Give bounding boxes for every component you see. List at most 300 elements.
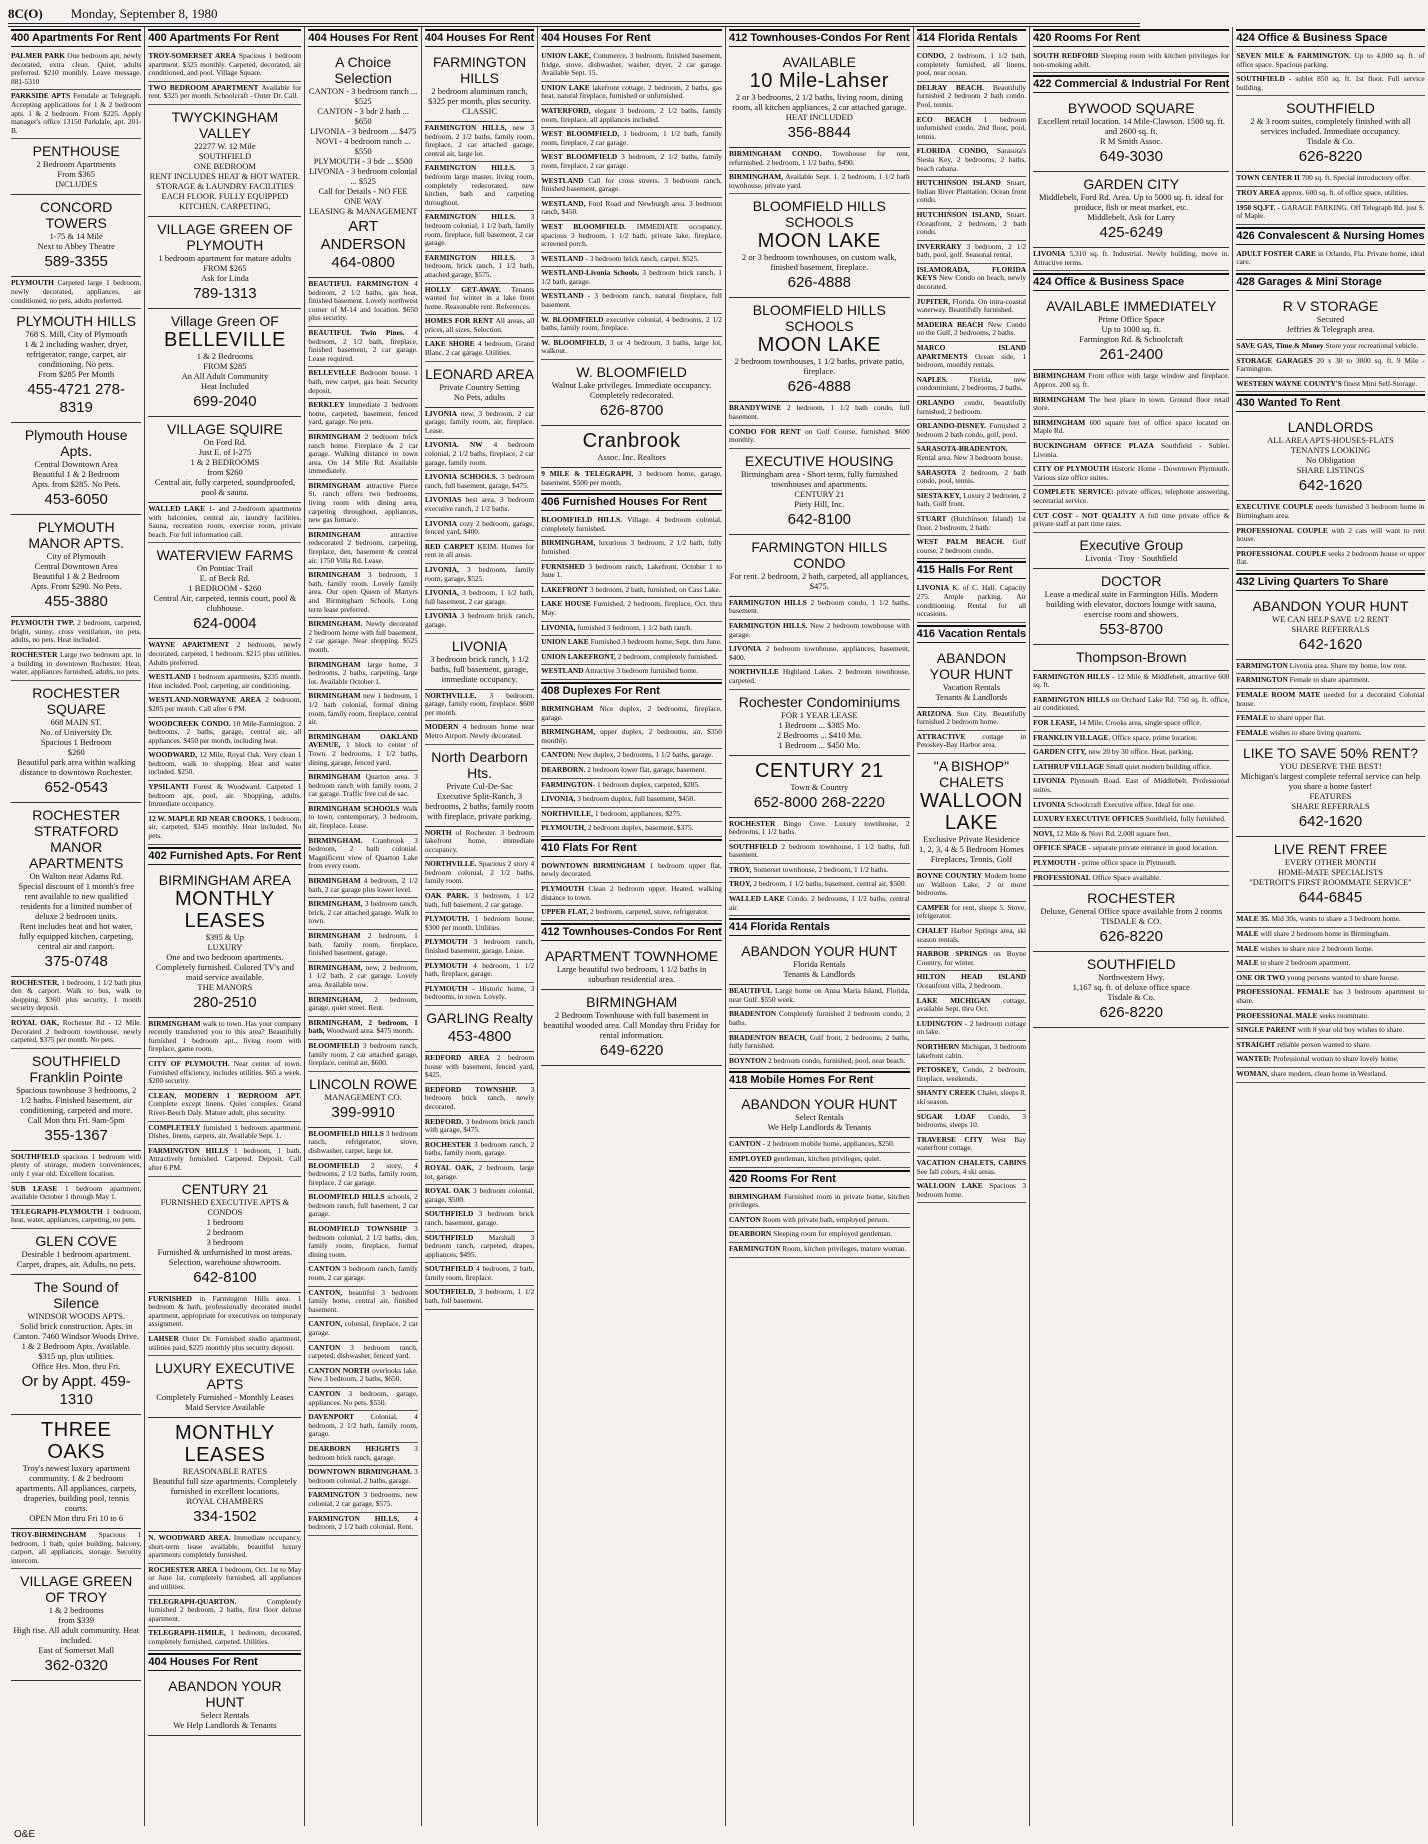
classified-ad bbox=[729, 620, 910, 643]
display-ad-line: 2 Bedroom Apartments bbox=[36, 159, 116, 170]
ad-body: new, 3 bedroom, 2 car garage, family room, air, fireplace. Lease. bbox=[424, 408, 535, 435]
display-ad bbox=[917, 646, 1026, 708]
ad-lead: DELRAY BEACH. bbox=[916, 82, 984, 92]
column-2 bbox=[145, 27, 305, 1826]
ad-body: spacious 1 bedroom with plenty of storage, modern conveniences, only 1 year old. Excellent location. bbox=[11, 1151, 142, 1179]
ad-body: 20 x 30 to 3000 sq. ft. 9 Mile - Farmington. bbox=[1236, 355, 1425, 374]
classified-ad bbox=[917, 708, 1026, 731]
classified-ad bbox=[308, 803, 417, 835]
ad-lead: PROFESSIONAL bbox=[1033, 872, 1091, 882]
section-heading: 404 Houses For Rent bbox=[308, 29, 417, 47]
display-ad-line: SHARE REFERRALS bbox=[1291, 623, 1370, 634]
display-ad-title: LIVONIA bbox=[451, 637, 508, 654]
display-ad-title: VILLAGE GREEN OF TROY bbox=[20, 1573, 133, 1606]
classified-ad bbox=[308, 1263, 417, 1286]
display-ad bbox=[729, 50, 910, 148]
display-ad-phone: 399-9910 bbox=[331, 1103, 395, 1121]
ad-lead: BIRMINGHAM, bbox=[308, 994, 363, 1004]
display-ad-line: Apts. from $285. No Pets. bbox=[31, 479, 121, 490]
display-ad-phone: 261-2400 bbox=[1099, 346, 1163, 364]
classified-ad bbox=[917, 582, 1026, 622]
classified-ad bbox=[308, 1191, 417, 1223]
display-ad bbox=[11, 681, 141, 803]
classified-ad bbox=[148, 639, 301, 671]
ad-lead: FARMINGTON HILLS. bbox=[424, 252, 516, 262]
display-ad-phone: 626-8700 bbox=[599, 402, 664, 420]
ad-lead: SINGLE PARENT bbox=[1236, 1025, 1296, 1035]
display-ad bbox=[1236, 594, 1424, 660]
ad-body: furnished 1 bedroom apartment. Dishes, linens, carpets, air. Available Sept. 1. bbox=[148, 1122, 302, 1141]
ad-body: 2 bedroom duplex, basement, $375. bbox=[587, 823, 694, 833]
ad-body: Forest & Woodward. Carpeted 1 bedroom apt, pool, air. Shopping, adults. Immediate occupancy. bbox=[148, 782, 302, 809]
classified-ad bbox=[1236, 689, 1424, 712]
ad-lead: FLORIDA CONDO, bbox=[916, 146, 989, 156]
display-ad-title: BIRMINGHAM AREA bbox=[158, 871, 292, 888]
classified-ad bbox=[729, 643, 910, 666]
ad-lead: LUXURY EXECUTIVE OFFICES bbox=[1033, 814, 1144, 824]
display-ad-title: GARDEN CITY bbox=[1083, 176, 1180, 193]
classified-ad bbox=[729, 1228, 910, 1243]
display-ad-line: from $260 bbox=[207, 466, 243, 477]
ad-body: Furnished 3 bedroom home, Sept. thru June. bbox=[590, 637, 722, 647]
ad-lead: WESTLAND, bbox=[541, 198, 586, 208]
ad-lead: ATTRACTIVE bbox=[916, 731, 966, 741]
ad-lead: FARMINGTON HILLS bbox=[148, 1145, 229, 1155]
display-ad-line: Completely redecorated. bbox=[589, 390, 674, 401]
ad-lead: PLYMOUTH - bbox=[424, 983, 475, 993]
display-ad-line: 2 bedroom aluminum ranch, $325 per month, plus security. bbox=[428, 86, 531, 106]
ad-lead: TROY-BIRMINGHAM bbox=[11, 1530, 87, 1539]
ad-body: Rochester Rd - 12 Mile. Decorated 2 bedroom townhouse, newly carpeted, $375 per month. No pets. bbox=[11, 1018, 142, 1045]
display-ad bbox=[729, 1092, 910, 1138]
ad-lead: UNION LAKEFRONT, bbox=[541, 651, 616, 661]
display-ad-title: VILLAGE GREEN OF PLYMOUTH bbox=[157, 220, 293, 253]
masthead bbox=[8, 6, 1140, 24]
ad-body: Complete except linens. Quiet complex. Grand River-Beech Daly. Mature adult, plus security. bbox=[148, 1099, 302, 1117]
classified-ad bbox=[541, 50, 722, 82]
ad-body: seeks roommate. bbox=[1319, 1010, 1369, 1020]
classified-ad bbox=[1033, 799, 1229, 814]
display-ad-line: WINDSOR WOODS APTS. bbox=[27, 1311, 125, 1321]
display-ad bbox=[1033, 533, 1229, 569]
ad-body: 4 bedroom home near Metro Airport. Newly decorated. bbox=[424, 722, 535, 740]
classified-ad bbox=[729, 1138, 910, 1153]
ad-lead: BRADENTON BEACH, bbox=[728, 1032, 808, 1042]
section-heading: 406 Furnished Houses For Rent bbox=[541, 493, 722, 511]
display-ad-line: Tisdale & Co. bbox=[1306, 136, 1355, 147]
display-ad-phone: 649-3030 bbox=[1099, 148, 1163, 166]
classified-ad bbox=[11, 1017, 141, 1049]
display-ad bbox=[541, 426, 722, 468]
display-ad-line: 1,167 sq. ft. of deluxe office space bbox=[1072, 982, 1190, 993]
classified-ad bbox=[1033, 671, 1229, 694]
ad-body: (Hutchinson Island) 1st floor. 2 bedroom, 2 bath. bbox=[916, 513, 1027, 532]
display-ad-line: 1 BEDROOM - $260 bbox=[188, 583, 262, 594]
ad-body: 3 bedroom ranch, finished basement, garage. Lease. bbox=[424, 937, 535, 956]
ad-lead: BLOOMFIELD bbox=[308, 1160, 360, 1170]
classified-ad bbox=[425, 1084, 534, 1116]
ad-body: Chalet, sleeps 8, ski season. bbox=[916, 1088, 1027, 1106]
classified-ad bbox=[541, 793, 722, 808]
ad-lead: NORTHERN bbox=[916, 1041, 960, 1051]
display-ad-line: Beautiful full size apartments. Completely furnished in excellent locations. bbox=[152, 1476, 298, 1497]
classified-ad bbox=[11, 1206, 141, 1229]
ad-lead: NORTHVILLE, bbox=[541, 808, 593, 818]
ad-lead: BIRMINGHAM bbox=[308, 431, 361, 441]
classified-ad bbox=[917, 536, 1026, 559]
ad-body: 3 bedroom home, garage, basement. $500 per month. bbox=[541, 469, 722, 487]
classified-ad bbox=[148, 1058, 301, 1090]
display-ad-line: On Pontiac Trail bbox=[196, 563, 254, 574]
ad-body: best area, 3 bedroom executive ranch, 2 1/2 baths. bbox=[424, 495, 535, 513]
ad-lead: CLEAN, MODERN 1 BEDROOM APT. bbox=[148, 1090, 302, 1100]
ad-body: on Golf Course, furnished. $600 monthly. bbox=[728, 426, 910, 445]
display-ad-line: Executive Split-Ranch, 3 bedrooms, 2 baths, family room with fireplace, private parking. bbox=[425, 790, 534, 821]
classified-ad bbox=[541, 221, 722, 253]
classified-ad bbox=[1033, 440, 1229, 463]
display-ad-line: 1 & 2 Bedrooms bbox=[196, 350, 254, 361]
display-ad-line: Central Air, carpeted, tennis court, pool & clubhouse. bbox=[153, 593, 297, 614]
display-ad-title: R V STORAGE bbox=[1282, 297, 1379, 314]
ad-lead: LAKE MICHIGAN bbox=[916, 995, 991, 1005]
display-ad bbox=[1033, 952, 1229, 1028]
display-ad bbox=[148, 1418, 301, 1532]
display-ad-line: TISDALE & CO. bbox=[1101, 916, 1162, 927]
display-ad-phone: 642-8100 bbox=[787, 510, 852, 528]
display-ad-title: "A BISHOP" CHALETS bbox=[933, 758, 1010, 791]
ad-body: cozy 2 bedroom, garage, fenced yard, $400. bbox=[424, 518, 535, 537]
display-ad-headline: BELLEVILLE bbox=[164, 328, 286, 351]
ad-body: Commerce, 3 bedroom, finished basement, fridge, stove, dishwasher, washer, dryer, 2 car garage. Available Sept. 15. bbox=[541, 51, 722, 78]
ad-body: One bedroom apt, newly decorated, extra clean. Quiet, adults preferred. $210 monthly. Leave message. 881-5310 bbox=[11, 51, 142, 86]
ad-body: Mid 30s, wants to share a 3 bedroom home. bbox=[1271, 914, 1401, 924]
ad-body: Office space, prime location. bbox=[1112, 732, 1198, 742]
display-ad-title: PLYMOUTH HILLS bbox=[16, 313, 136, 330]
classified-ad bbox=[917, 177, 1026, 209]
display-ad-title: PLYMOUTH MANOR APTS. bbox=[28, 519, 125, 552]
ad-body: Clean 2 bedroom upper. Heated, walking distance to town. bbox=[541, 884, 722, 902]
ad-body: 3 bedrooms, new colonial, 2 car garage, $575. bbox=[308, 1490, 418, 1508]
ad-body: Up to 4,000 sq. ft. of office space. Spacious parking. bbox=[1236, 51, 1425, 69]
ad-lead: SOUTH REDFORD bbox=[1033, 51, 1099, 60]
ad-body: West Bay waterfront cottage. bbox=[916, 1134, 1027, 1153]
classified-ad bbox=[917, 1157, 1026, 1180]
ad-body: 3 bedroom, 2 1/2 bath, pool, golf. Seasonal rental. bbox=[916, 241, 1027, 260]
display-ad-line: Fireplaces, Tennis, Golf bbox=[930, 854, 1013, 865]
section-heading: 420 Rooms For Rent bbox=[729, 1170, 910, 1188]
display-ad-line: Prime Office Space bbox=[1098, 314, 1165, 325]
classified-ad bbox=[1236, 913, 1424, 928]
ad-lead: SHANTY CREEK bbox=[916, 1088, 976, 1098]
ad-lead: WOODCREEK CONDO. bbox=[148, 718, 231, 728]
ad-body: with 8 year old boy wishes to share. bbox=[1297, 1025, 1405, 1035]
display-ad-phone: 649-6220 bbox=[599, 1041, 664, 1059]
ad-lead: STORAGE GARAGES bbox=[1236, 355, 1313, 365]
classified-ad bbox=[729, 841, 910, 864]
classified-ad bbox=[917, 971, 1026, 994]
display-ad-line: HEAT INCLUDED bbox=[785, 112, 853, 122]
ad-body: Spacious 1 bedroom apartment. $325 monthly. Carpeted, decorated, air conditioned, and pool. Village Square. bbox=[148, 51, 302, 78]
classified-ad bbox=[425, 252, 534, 284]
column-3 bbox=[305, 27, 421, 1826]
ad-body: 3 bedroom colonial, 1 1/2 bath, family room, fireplace, full basement, 2 car garage. bbox=[424, 212, 535, 248]
classified-ad bbox=[425, 610, 534, 633]
ad-body: Cranbrook 3 bedroom, 2 bath colonial. Magnificent view of Quarton Lake from every room. bbox=[308, 835, 418, 871]
classified-ad bbox=[308, 1411, 417, 1443]
display-ad-line: Livonia · Troy · Southfield bbox=[1085, 552, 1178, 563]
display-ad bbox=[308, 1072, 417, 1128]
classified-ad bbox=[1033, 732, 1229, 747]
ad-lead: BIRMINGHAM bbox=[308, 931, 361, 940]
ad-body: 12 Mile & Novi Rd. 2,000 square feet. bbox=[1056, 828, 1171, 838]
ad-body: 3 bedroom duplex, full basement, $450. bbox=[577, 794, 696, 804]
ad-lead: WEST BLOOMFIELD, bbox=[541, 129, 620, 139]
ad-body: 2 bedroom, 1 1/2 baths, basement, central air, $500. bbox=[753, 879, 907, 889]
ad-body: schools, 2 bedroom ranch, full basement, 2 car garage. bbox=[308, 1192, 418, 1219]
classified-ad bbox=[308, 994, 417, 1017]
classified-ad bbox=[425, 1208, 534, 1231]
display-ad-title: Village Green OF bbox=[170, 312, 279, 329]
display-ad bbox=[148, 868, 301, 1018]
classified-ad bbox=[1236, 1053, 1424, 1068]
section-heading: 424 Office & Business Space bbox=[1033, 273, 1229, 291]
classified-ad bbox=[1033, 842, 1229, 857]
ad-lead: LAHSER bbox=[148, 1333, 179, 1343]
ad-body: Michigan, 3 bedroom lakefront cabin. bbox=[916, 1041, 1027, 1060]
display-ad bbox=[425, 1006, 534, 1052]
classified-ad bbox=[729, 1055, 910, 1070]
ad-body: - separate private entrance in good location. bbox=[1088, 843, 1218, 853]
ad-lead: BIRMINGHAM bbox=[308, 691, 361, 701]
display-ad bbox=[148, 1356, 301, 1418]
ad-body: - prime office space in Plymouth. bbox=[1077, 858, 1177, 867]
classified-ad bbox=[541, 883, 722, 906]
display-ad-line: Town & Country bbox=[790, 781, 849, 792]
ad-body: 3 bedroom colonial, 2 1/2 baths, den, family room, fireplace, formal dining room. bbox=[308, 1224, 418, 1259]
ad-lead: BLOOMFIELD HILLS bbox=[308, 1128, 384, 1138]
display-ad bbox=[1236, 741, 1424, 837]
classified-ad bbox=[1033, 813, 1229, 828]
ad-lead: BIRMINGHAM bbox=[308, 876, 361, 886]
section-heading: 415 Halls For Rent bbox=[917, 561, 1026, 579]
classified-ad bbox=[308, 659, 417, 691]
display-ad-line: Completely Furnished - Monthly Leases bbox=[156, 1392, 294, 1403]
display-ad-line: ONE BEDROOM bbox=[193, 160, 256, 171]
ad-body: Historic Home - Downtown Plymouth. Various size office suites. bbox=[1033, 464, 1230, 482]
ad-lead: FARMINGTON bbox=[1236, 675, 1288, 685]
display-ad-title: Executive Group bbox=[1079, 536, 1183, 553]
ad-lead: BIRMINGHAM, bbox=[541, 727, 596, 737]
classified-ad bbox=[729, 426, 910, 449]
classified-ad bbox=[917, 1087, 1026, 1110]
ad-body: Livonia area. Share my home, low rent. bbox=[1289, 660, 1407, 670]
ad-body: Large home on Anna Maria Island, Florida, near Gulf. $550 week. bbox=[728, 986, 910, 1004]
classified-ad bbox=[425, 936, 534, 959]
classified-ad bbox=[729, 818, 910, 841]
ad-body: Large two bedroom apt. in a building in downtown Rochester. Heat, water, appliances furnished, adults, no pets. bbox=[11, 649, 142, 677]
display-ad-phone: 626-8220 bbox=[1298, 148, 1363, 166]
display-ad-line: 1 & 2 bedrooms bbox=[48, 1605, 104, 1616]
display-ad-title: ROCHESTER STRATFORD MANOR APARTMENTS bbox=[29, 806, 124, 871]
display-ad-title: GARLING Realty bbox=[426, 1010, 533, 1026]
ad-lead: NORTHVILLE. bbox=[424, 859, 477, 869]
classified-ad bbox=[1033, 248, 1229, 271]
ad-lead: LAKE SHORE bbox=[424, 339, 475, 349]
ad-body: Modern home on Walloon Lake, 2 or more bedrooms. bbox=[916, 871, 1027, 898]
display-ad-line: $260 bbox=[67, 746, 85, 757]
ad-lead: CONDO, bbox=[916, 51, 947, 60]
ad-lead: CAMPER bbox=[916, 902, 950, 912]
ad-body: See fall colors, 4 ski areas. bbox=[916, 1166, 996, 1176]
classified-ad bbox=[308, 618, 417, 658]
classified-ad bbox=[917, 209, 1026, 241]
ad-lead: FURNISHED bbox=[541, 561, 585, 571]
ad-body: new, 2 bedroom, 1 1/2 bath, 2 car garage. Lovely area. Available now. bbox=[308, 962, 418, 989]
ad-lead: W. BLOOMFIELD, bbox=[541, 337, 607, 347]
display-ad-line: Special discount of 1 month's free rent available to new qualified residents for a limited number of deluxe 2 bedroom units. bbox=[18, 880, 134, 921]
ad-lead: FARMINGTON HILLS. bbox=[728, 620, 808, 630]
display-ad-line: ALL AREA APTS-HOUSES-FLATS bbox=[1267, 435, 1394, 446]
ad-body: needed for a decorated Colonial house. bbox=[1236, 690, 1425, 708]
ad-body: 10 Mile-Farmington. 2 bedrooms, 2 baths, garage, central air, all appliances. $450 per month, including heat. bbox=[148, 718, 302, 745]
ad-body: Quarton area. 3 bedroom ranch with family room, 2 car garage. Traffic free cul de sac. bbox=[308, 772, 418, 799]
display-ad-line: Call Mon thru Fri. 9am-5pm bbox=[27, 1114, 125, 1125]
display-ad bbox=[148, 309, 301, 417]
ad-lead: SOUTHFIELD bbox=[424, 1232, 474, 1242]
ad-body: of Rochester. 3 bedroom lakefront home, immediate occupancy. bbox=[424, 827, 535, 854]
display-ad-line: Solid brick construction. Apts. in Canton. 7460 Windsor Woods Drive. bbox=[13, 1321, 140, 1341]
classified-ad bbox=[729, 1032, 910, 1055]
ad-body: 2 bedroom condo, furnished, pool, near beach. bbox=[768, 1055, 906, 1065]
section-heading: 402 Furnished Apts. For Rent bbox=[148, 847, 301, 865]
classified-ad bbox=[308, 1128, 417, 1160]
ad-body: Luxury 2 bedroom, 2 bath, Gulf front. bbox=[916, 490, 1027, 509]
ad-body: Somerset townhouse, 2 bedroom, 1 1/2 baths. bbox=[753, 864, 889, 874]
classified-ad bbox=[541, 151, 722, 174]
display-ad-line: SHARE REFERRALS bbox=[1291, 801, 1370, 812]
display-ad-line: 1-75 & 14 Mile bbox=[49, 231, 103, 242]
classified-ad bbox=[541, 703, 722, 726]
classified-ad bbox=[11, 649, 141, 681]
ad-lead: ROYAL OAK bbox=[424, 1186, 471, 1196]
display-ad-line: 2 bedroom bbox=[206, 1226, 244, 1237]
classified-ad bbox=[148, 82, 301, 105]
classified-ad bbox=[425, 1185, 534, 1208]
ad-lead: HUTCHINSON ISLAND bbox=[916, 178, 1001, 188]
classified-ad bbox=[1236, 957, 1424, 972]
section-heading: 418 Mobile Homes For Rent bbox=[729, 1071, 910, 1089]
display-ad-headline: THREE OAKS bbox=[41, 1419, 112, 1463]
ad-lead: BIRMINGHAM bbox=[308, 480, 361, 490]
display-ad bbox=[11, 515, 141, 617]
display-ad-line: Beautiful 1 & 2 Bedroom bbox=[32, 469, 120, 480]
ad-lead: BRANDYWINE bbox=[728, 403, 782, 413]
display-ad bbox=[917, 754, 1026, 870]
classified-ad bbox=[308, 1342, 417, 1365]
display-ad bbox=[425, 745, 534, 827]
ad-lead: BIRMINGHAM, bbox=[308, 899, 363, 909]
ad-lead: DOWNTOWN BIRMINGHAM bbox=[541, 860, 646, 870]
display-ad-line: Central Downtown Area bbox=[34, 459, 118, 470]
ad-lead: PETOSKEY, bbox=[916, 1065, 958, 1075]
ad-lead: ROYAL OAK, bbox=[424, 1162, 474, 1172]
display-ad-line: Tisdale & Co. bbox=[1107, 992, 1156, 1003]
display-ad-line: Walnut Lake privileges. Immediate occupancy. bbox=[551, 380, 712, 391]
ad-lead: DEARBORN bbox=[728, 1229, 772, 1239]
classified-ad bbox=[308, 278, 417, 327]
ad-lead: LIVONIA bbox=[1033, 776, 1066, 786]
section-heading: 412 Townhouses-Condos For Rent bbox=[729, 29, 910, 47]
section-heading: 414 Florida Rentals bbox=[729, 918, 910, 936]
ad-body: Attractive 3 bedroom furnished home. bbox=[585, 666, 699, 676]
classified-ad bbox=[308, 1388, 417, 1411]
display-ad-line: FROM $285 bbox=[203, 360, 247, 371]
ad-body: Completely furnished 2 bedroom, 2 baths, first floor deluxe apartment. bbox=[148, 1596, 302, 1623]
display-ad-line: INCLUDES bbox=[55, 179, 98, 190]
ad-body: Small quiet modern building office. bbox=[1105, 761, 1212, 771]
display-ad-phone: 453-4800 bbox=[447, 1028, 512, 1045]
display-ad bbox=[11, 139, 141, 195]
classified-ad bbox=[541, 622, 722, 637]
ad-body: elegant 3 bedroom, 2 1/2 baths, family room, fireplace, all appliances included. bbox=[541, 105, 722, 124]
ad-body: approx. 600 sq. ft. of office space, utilities. bbox=[1281, 187, 1409, 197]
display-ad-line: Heat Included bbox=[200, 380, 249, 391]
ad-body: 4 bedroom, Grand Blanc, 2 car garage. Utilities. bbox=[424, 339, 535, 358]
display-ad-title: AVAILABLE bbox=[782, 54, 857, 70]
ad-lead: FARMINGTON HILLS. bbox=[424, 212, 516, 222]
display-ad-line: Birmingham area - Short term, fully furnished townhouses and apartments. bbox=[740, 468, 898, 489]
classified-ad bbox=[11, 277, 141, 309]
ad-lead: LUDINGTON bbox=[916, 1018, 963, 1028]
classified-ad bbox=[308, 399, 417, 431]
ad-lead: REDFORD TOWNSHIP. bbox=[424, 1084, 517, 1094]
display-ad-line: Michigan's largest complete referral service can help you share a home faster! bbox=[1240, 771, 1421, 792]
display-ad-line: Excellent retail location. 14 Mile-Clawson. 1500 sq. ft. and 2600 sq. ft. bbox=[1037, 116, 1225, 137]
ad-lead: NORTH bbox=[424, 827, 452, 837]
display-ad-line: 2 & 3 room suites, completely finished with all services included. Immediate occupancy. bbox=[1250, 116, 1411, 137]
classified-ad bbox=[148, 1090, 301, 1122]
ad-lead: TELEGRAPH-QUARTON. bbox=[148, 1596, 237, 1606]
classified-ad bbox=[1236, 1024, 1424, 1039]
ad-lead: WEST BLOOMFIELD. bbox=[541, 221, 627, 231]
ad-body: in Farmington Hills area. 1 bedroom & bath, professionally decorated model apartment, appropriate for executives on temporary assignment. bbox=[148, 1293, 302, 1329]
ad-body: Front office with large window and fireplace. Approx. 200 sq. ft. bbox=[1033, 371, 1230, 389]
ad-body: 3 bedroom, brick ranch, 1 1/2 bath, attached garage, $575. bbox=[424, 252, 535, 279]
classified-ad bbox=[425, 1286, 534, 1309]
ad-body: new 1 bedroom, 1 1/2 bath colonial, formal dining room, family room, fireplace, central air. bbox=[308, 691, 418, 727]
classified-ad bbox=[425, 408, 534, 440]
column-9 bbox=[1233, 27, 1427, 1826]
classified-ad bbox=[917, 995, 1026, 1018]
ad-lead: SIESTA KEY, bbox=[916, 490, 962, 500]
ad-body: Sleeping room with kitchen privileges for non-smoking adult. bbox=[1033, 51, 1230, 69]
display-ad-line: One and two bedroom apartments. Completely furnished. Colored TV's and maid service available. bbox=[155, 951, 294, 982]
display-ad-line: Private Country Setting bbox=[439, 381, 520, 392]
display-ad-line: Piety Hill, Inc. bbox=[794, 498, 845, 509]
display-ad bbox=[729, 194, 910, 298]
display-ad bbox=[729, 690, 910, 756]
ad-body: Bedroom house. 1 bath, new carpet, gas heat. Security deposit. bbox=[308, 368, 418, 395]
display-ad-title: LANDLORDS bbox=[1287, 419, 1374, 436]
classified-ad bbox=[917, 1064, 1026, 1087]
ad-body: 3 bedroom ranch, Lakefront. October 1 to June 1. bbox=[541, 561, 722, 580]
ad-lead: ONE OR TWO bbox=[1236, 972, 1286, 982]
ad-lead: INVERRARY bbox=[916, 241, 962, 251]
display-ad-headline: CENTURY 21 bbox=[754, 759, 884, 782]
display-ad-line: Carpet, drapes, air. Adults, no pets. bbox=[16, 1259, 136, 1269]
ad-lead: WALLOON LAKE bbox=[916, 1181, 983, 1191]
display-ad-title: ABANDON YOUR HUNT bbox=[929, 649, 1014, 682]
